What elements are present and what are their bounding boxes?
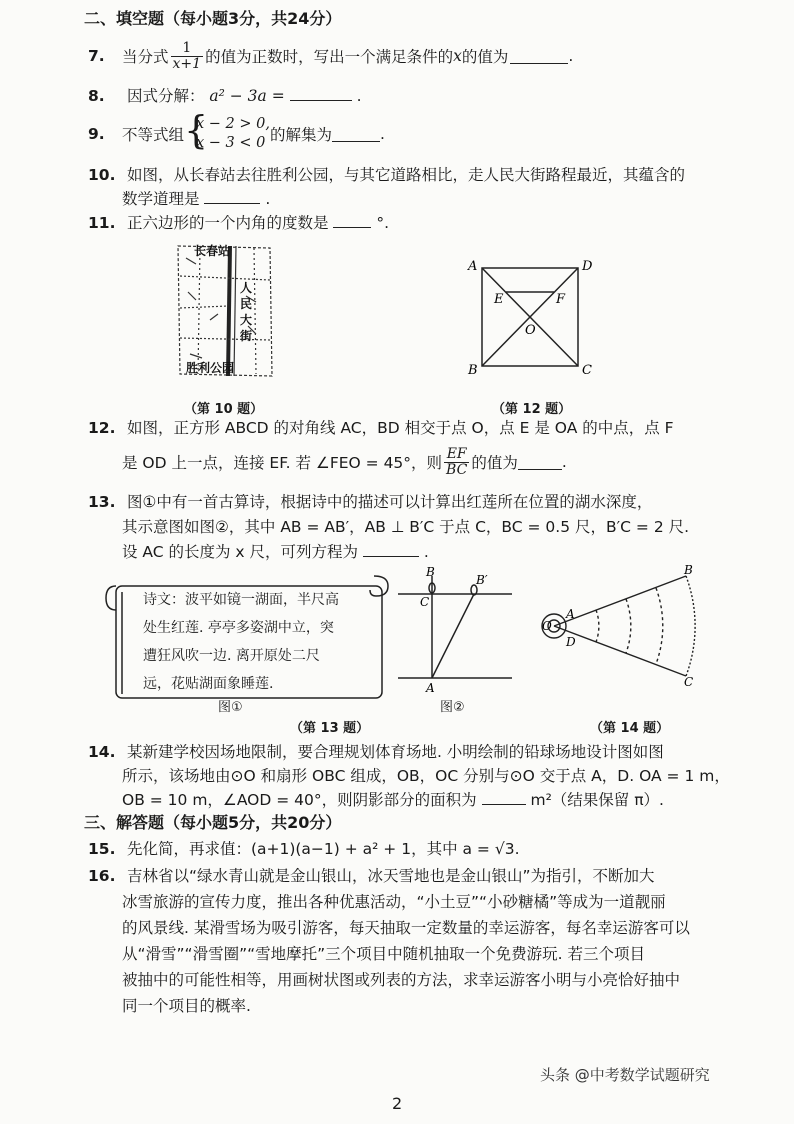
question-text: 正六边形的一个内角的度数是	[126, 214, 329, 232]
question-11: 11. 正六边形的一个内角的度数是 °.	[88, 214, 390, 232]
label-changchun-station: 长春站	[194, 244, 231, 258]
question-number: 8.	[88, 87, 105, 105]
point-label: D	[566, 635, 576, 649]
answer-blank[interactable]	[518, 455, 562, 470]
figure-sub-caption: 图②	[440, 700, 465, 715]
question-number: 12.	[88, 419, 116, 437]
question-8: 8. 因式分解： a² − 3a = .	[88, 87, 362, 105]
point-label: E	[494, 292, 504, 307]
point-label: A	[468, 259, 478, 274]
question-text: 设 AC 的长度为 x 尺，可列方程为	[122, 543, 359, 561]
figure-caption: （第 14 题）	[590, 721, 670, 736]
question-text: 从“滑雪”“滑雪圈”“雪地摩托”三个项目中随机抽取一个免费游玩. 若三个项目	[122, 945, 646, 963]
question-text: 的值为	[461, 48, 509, 66]
question-number: 9.	[88, 125, 105, 143]
point-label: B	[426, 565, 435, 579]
question-number: 10.	[88, 166, 116, 184]
street-char: 人	[240, 281, 253, 295]
question-number: 11.	[88, 214, 116, 232]
point-label: C	[582, 363, 592, 378]
answer-blank[interactable]	[482, 790, 526, 805]
point-label: B	[468, 363, 478, 378]
answer-blank[interactable]	[510, 49, 568, 64]
question-text: 冰雪旅游的宣传力度，推出各种优惠活动，“小土豆”“小砂糖橘”等成为一道靓丽	[122, 893, 666, 911]
question-10	[88, 163, 685, 185]
question-12	[88, 416, 674, 438]
question-text: 被抽中的可能性相等，用画树状图或列表的方法，求幸运游客小明与小亮恰好抽中	[122, 971, 681, 989]
point-label: O	[525, 323, 536, 338]
question-text: m²（结果保留 π）.	[530, 791, 664, 809]
figure-13-diagram	[394, 564, 518, 696]
question-text: 不等式组	[122, 126, 185, 144]
figure-10-map	[170, 236, 280, 386]
question-14	[88, 740, 664, 762]
question-text: 当分式	[122, 48, 169, 66]
question-text: 吉林省以“绿水青山就是金山银山，冰天雪地也是金山银山”为指引，不断加大	[126, 867, 655, 885]
point-label: O	[542, 619, 552, 633]
question-text: 某新建学校因场地限制，要合理规划体育场地. 小明绘制的铅球场地设计图如图	[126, 743, 664, 761]
question-text: 是 OD 上一点，连接 EF. 若 ∠FEO = 45°，则	[122, 454, 443, 472]
question-text: 同一个项目的概率.	[122, 997, 251, 1015]
question-number: 16.	[88, 867, 116, 885]
question-16	[88, 864, 655, 886]
question-number: 14.	[88, 743, 116, 761]
question-text: 的风景线. 某滑雪场为吸引游客，每天抽取一定数量的幸运游客，每名幸运游客可以	[122, 919, 690, 937]
section-title: 二、填空题（每小题3分，共24分）	[84, 9, 342, 28]
question-text: 图①中有一首古算诗，根据诗中的描述可以计算出红莲所在位置的湖水深度，	[126, 493, 653, 511]
street-char: 街	[240, 329, 253, 343]
question-text: 因式分解：	[126, 87, 205, 105]
street-char: 民	[240, 297, 253, 311]
question-number: 13.	[88, 493, 116, 511]
figure-14-sector	[536, 562, 706, 690]
question-text: 的解集为	[270, 126, 333, 144]
answer-blank[interactable]	[363, 542, 419, 557]
answer-blank[interactable]	[333, 213, 371, 228]
answer-blank[interactable]	[332, 127, 380, 142]
point-label: B′	[476, 573, 488, 587]
question-12-line2: 是 OD 上一点，连接 EF. 若 ∠FEO = 45°，则 $\frac{EF}{BC}$ 的值为 .	[122, 445, 567, 478]
figure-12-square	[462, 256, 602, 380]
question-15	[88, 837, 520, 859]
question-text: OB = 10 m，∠AOD = 40°，则阴影部分的面积为	[122, 791, 477, 809]
question-7: 7. 当分式 $\frac{1}{x+1}$ 的值为正数时，写出一个满足条件的 x 的值为 .	[88, 39, 574, 72]
point-label: D	[582, 259, 593, 274]
poem-line: 远，花贴湖面象睡莲.	[143, 676, 274, 692]
answer-blank[interactable]	[290, 86, 352, 101]
question-10-line2: 数学道理是 .	[122, 190, 271, 208]
point-label: A	[566, 607, 575, 621]
question-13-line3: 设 AC 的长度为 x 尺，可列方程为 .	[122, 543, 429, 561]
question-13	[88, 490, 652, 512]
section-title: 三、解答题（每小题5分，共20分）	[84, 813, 342, 832]
figure-caption: （第 10 题）	[184, 402, 264, 417]
question-text: 其示意图如图②，其中 AB = AB′，AB ⊥ B′C 于点 C，BC = 0.5 尺，B′C = 2 尺.	[122, 518, 690, 536]
question-text: 如图，正方形 ABCD 的对角线 AC，BD 相交于点 O，点 E 是 OA 的中点，点 F	[126, 419, 674, 437]
figure-caption: （第 12 题）	[492, 402, 572, 417]
question-14-line3	[122, 788, 664, 810]
answer-blank[interactable]	[204, 189, 260, 204]
point-label: B	[684, 563, 693, 577]
inequality-system: { x − 2 > 0, x − 3 < 0	[184, 108, 270, 153]
question-text: 先化简，再求值：(a+1)(a−1) + a² + 1，其中 a = √3.	[126, 840, 520, 858]
poem-line: 处生红莲. 亭亭多姿湖中立，突	[143, 620, 334, 636]
figure-caption: （第 13 题）	[290, 721, 370, 736]
point-label: C	[684, 675, 694, 689]
question-text: 如图，从长春站去往胜利公园，与其它道路相比，走人民大街路程最近，其蕴含的	[126, 166, 685, 184]
question-text: 的值为正数时，写出一个满足条件的	[205, 48, 454, 66]
question-number: 15.	[88, 840, 116, 858]
math-expression: a² − 3a =	[209, 87, 285, 105]
watermark: 头条 @中考数学试题研究	[540, 1066, 710, 1084]
poem-line: 遭狂风吹一边. 离开原处二尺	[143, 648, 320, 664]
question-9: 9. 不等式组 { x − 2 > 0, x − 3 < 0 的解集为 .	[88, 108, 385, 153]
question-number: 7.	[88, 47, 105, 65]
fraction: $\frac{1}{x+1}$	[172, 39, 202, 72]
figure-sub-caption: 图①	[218, 700, 243, 715]
street-char: 大	[240, 313, 253, 327]
point-label: C	[420, 595, 430, 609]
question-text: 的值为	[471, 454, 518, 472]
question-text: 所示，该场地由⊙O 和扇形 OBC 组成，OB，OC 分别与⊙O 交于点 A，D. OA = 1 m，	[122, 767, 730, 785]
point-label: F	[556, 292, 566, 307]
label-shengli-park: 胜利公园	[186, 361, 235, 375]
point-label: A	[426, 681, 435, 695]
page-number: 2	[392, 1094, 403, 1113]
fraction: $\frac{EF}{BC}$	[446, 445, 468, 478]
poem-line: 诗文：波平如镜一湖面，半尺高	[143, 592, 339, 608]
question-text: 数学道理是	[122, 190, 200, 208]
